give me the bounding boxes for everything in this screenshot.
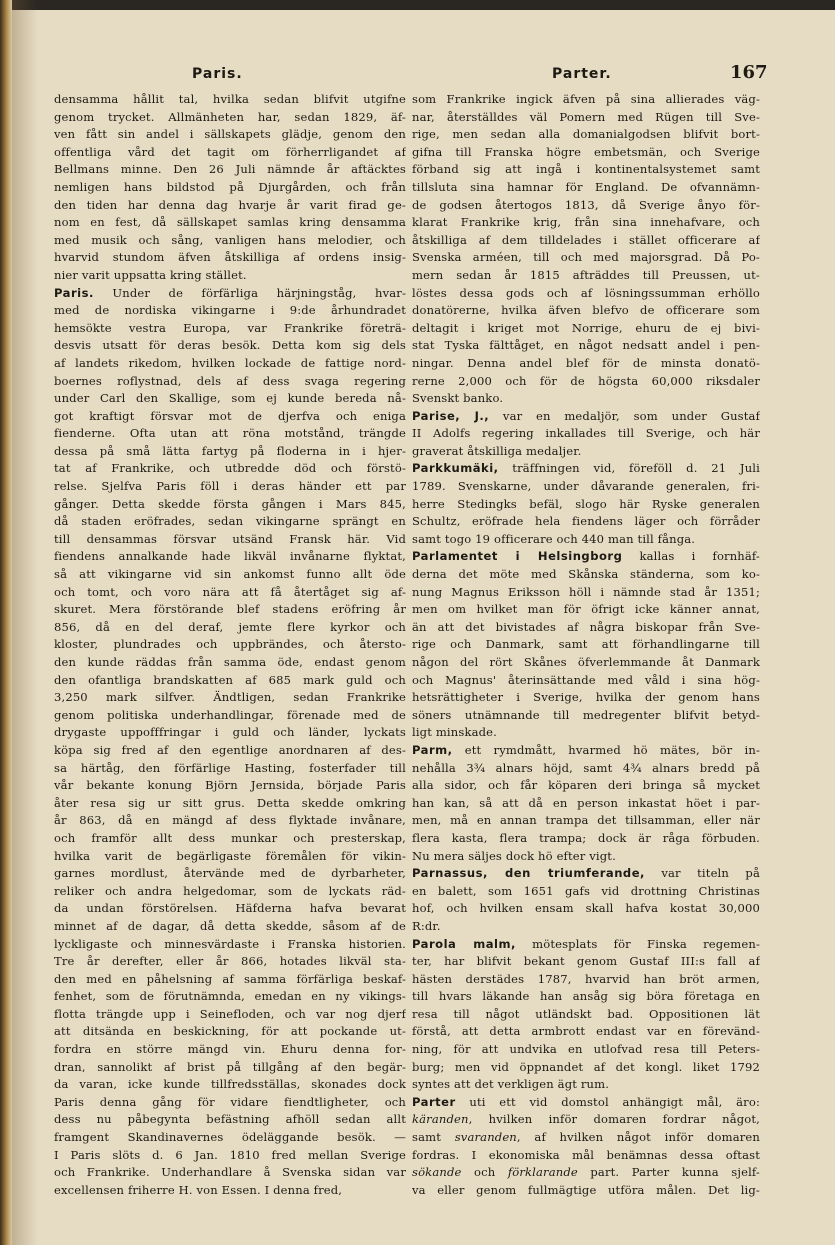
text-line: fiendens annalkande hade likväl invånarne flyktat, bbox=[54, 549, 406, 564]
text-line: gånger. Detta skedde första gången i Mars 845, bbox=[54, 496, 406, 511]
text-line: den kunde räddas från samma öde, endast genom bbox=[54, 655, 406, 669]
running-header bbox=[40, 62, 835, 86]
text-line: rige och Danmark, samt att förhandlingarne till bbox=[412, 637, 760, 652]
text-line: fordra en större mängd vin. Ehuru denna for- bbox=[54, 1042, 406, 1057]
italic-term: käranden bbox=[412, 1112, 469, 1127]
text-line: nemligen hans bildstod på Djurgården, och från bbox=[54, 179, 406, 194]
text-line: som Frankrike ingick äfven på sina allierades väg- bbox=[412, 92, 760, 106]
gutter-shadow bbox=[12, 0, 38, 1245]
text-line: skuret. Mera förstörande blef stadens eröfring år bbox=[54, 602, 406, 617]
text-line: samt togo 19 officerare och 440 man till fånga. bbox=[412, 531, 696, 546]
text-line: hvilka varit de begärligaste föremålen för vikin- bbox=[54, 848, 406, 863]
text-line: ter, har blifvit bekant genom Gustaf III:s fall af bbox=[412, 954, 760, 969]
text-line: 1789. Svenskarne, under dåvarande generalen, fri- bbox=[412, 479, 760, 494]
text-line: boernes roflystnad, dels af dess svaga regering bbox=[54, 373, 406, 388]
text-line: ning, för att undvika en utlofvad resa till Peters- bbox=[412, 1042, 760, 1057]
text-line: framgent Skandinavernes ödeläggande besök. — bbox=[54, 1130, 406, 1145]
text-line: hvarvid stundom äfven åtskilliga af ordens insig- bbox=[54, 250, 406, 265]
text-line: under Carl den Skallige, som ej kunde bereda nå- bbox=[54, 391, 406, 406]
text-line: Paris. Under de förfärliga härjningståg, hvar- bbox=[54, 285, 406, 300]
page-number: 167 bbox=[730, 62, 768, 83]
text-line: år 863, då en mängd af dess flyktade invånare, bbox=[54, 813, 406, 828]
text-line: offentliga vård det tagit om förherrligandet af bbox=[54, 144, 406, 159]
text-line: flera kasta, flera trampa; dock är råga förbuden. bbox=[412, 830, 760, 845]
text-line: så att vikingarne vid sin ankomst funno allt öde bbox=[54, 567, 406, 582]
text-line: Paris denna gång för vidare fiendtligheter, och bbox=[54, 1094, 406, 1109]
entry-headword: Parise, J., bbox=[412, 408, 490, 423]
text-line: ningar. Denna andel blef för de minsta donatö- bbox=[412, 355, 760, 370]
text-line: minnet af de dagar, då detta skedde, såsom af de bbox=[54, 918, 406, 933]
text-line: genom trycket. Allmänheten har, sedan 1829, äf- bbox=[54, 109, 406, 124]
text-line: den med en påhelsning af samma förfärliga beskaf- bbox=[54, 971, 406, 986]
text-line: dess nu påbegynta befästning afhöll sedan allt bbox=[54, 1112, 406, 1127]
text-line: Parise, J., var en medaljör, som under Gustaf bbox=[412, 408, 760, 423]
text-line: densamma hållit tal, hvilka sedan blifvit utgifne bbox=[54, 92, 406, 106]
text-line: R:dr. bbox=[412, 918, 441, 933]
text-line: den ofantliga brandskatten af 685 mark guld och bbox=[54, 672, 406, 687]
text-line: sa härtåg, den förfärlige Hasting, fosterfader till bbox=[54, 760, 406, 775]
text-line: vår bekante konung Björn Jernsida, började Paris bbox=[54, 778, 406, 793]
text-line: II Adolfs regering inkallades till Sverige, och här bbox=[412, 426, 760, 441]
entry-headword: Paris. bbox=[54, 285, 94, 300]
text-line: fordras. I ekonomiska mål benämnas dessa oftast bbox=[412, 1147, 760, 1162]
text-line: tillsluta sina hamnar för England. De ofvannämn- bbox=[412, 179, 760, 194]
text-line: ven fått sin andel i sällskapets glädje, genom den bbox=[54, 127, 406, 142]
text-line: hemsökte vestra Europa, var Frankrike företrä- bbox=[54, 320, 406, 335]
text-line: da varan, icke kunde tillfredsställas, skonades dock bbox=[54, 1077, 406, 1092]
text-line: Parm, ett rymdmått, hvarmed hö mätes, bör in- bbox=[412, 742, 760, 757]
book-page bbox=[40, 0, 835, 1245]
text-line: va eller genom fullmägtige utföra målen. Det lig- bbox=[412, 1182, 760, 1197]
text-line: drygaste uppofffringar i guld och länder, lyckats bbox=[54, 725, 406, 740]
text-line: Nu mera säljes dock hö efter vigt. bbox=[412, 848, 616, 863]
text-line: åtskilliga af dem tilldelades i stället officerare af bbox=[412, 232, 760, 247]
text-line: dran, sannolikt af brist på tillgång af den begär- bbox=[54, 1059, 406, 1074]
text-line: och Frankrike. Underhandlare å Svenska sidan var bbox=[54, 1165, 406, 1180]
text-line: af landets rikedom, hvilken lockade de fattige nord- bbox=[54, 355, 406, 370]
text-line: han kan, så att då en person inkastat höet i par- bbox=[412, 795, 760, 810]
text-line: att ditsända en beskickning, för att pockande ut- bbox=[54, 1024, 406, 1039]
text-line: samt svaranden, af hvilken något inför domaren bbox=[412, 1130, 760, 1145]
text-line: burg; men vid öppnandet af det kongl. liket 1792 bbox=[412, 1059, 760, 1074]
text-column-left bbox=[54, 91, 406, 1199]
text-line: desvis utsatt för deras besök. Detta kom sig dels bbox=[54, 338, 406, 353]
text-line: den tiden har denna dag hvarje år varit firad ge- bbox=[54, 197, 406, 212]
text-line: resa till något utländskt bad. Oppositionen lät bbox=[412, 1006, 760, 1021]
text-line: till hvars läkande han ansåg sig böra företaga en bbox=[412, 989, 760, 1004]
text-line: och tomt, och voro nära att få återtåget sig af- bbox=[54, 584, 406, 599]
text-line: Parola malm, mötesplats för Finska regemen- bbox=[412, 936, 760, 951]
text-line: till densammas försvar utsänd Fransk här. Vid bbox=[54, 531, 406, 546]
text-line: sökande och förklarande part. Parter kunna sjelf- bbox=[412, 1165, 760, 1180]
text-line: Parkkumäki, träffningen vid, föreföll d. 21 Juli bbox=[412, 461, 760, 476]
text-line: nier varit uppsatta kring stället. bbox=[54, 267, 247, 282]
italic-term: sökande bbox=[412, 1165, 462, 1180]
text-line: reliker och andra helgedomar, som de lyckats räd- bbox=[54, 883, 406, 898]
text-line: nehålla 3¾ alnars höjd, samt 4¾ alnars bredd på bbox=[412, 760, 760, 775]
text-line: nar, återställdes väl Pomern med Rügen till Sve- bbox=[412, 109, 760, 124]
text-line: Parnassus, den triumferande, var titeln på bbox=[412, 866, 760, 881]
text-line: Schultz, eröfrade hela fiendens läger och förråder bbox=[412, 514, 760, 529]
italic-term: förklarande bbox=[507, 1165, 578, 1180]
text-column-right bbox=[412, 91, 760, 1199]
entry-headword: Parlamentet i Helsingborg bbox=[412, 549, 623, 564]
text-line: söners utnämnande till medregenter blifvit betyd- bbox=[412, 707, 760, 722]
text-line: 3,250 mark silfver. Ändtligen, sedan Frankrike bbox=[54, 690, 406, 705]
text-line: åter resa sig ur sitt grus. Detta skedde omkring bbox=[54, 795, 406, 810]
text-line: herre Stedingks befäl, slogo här Ryske generalen bbox=[412, 496, 760, 511]
text-line: tat af Frankrike, och utbredde död och förstö- bbox=[54, 461, 406, 476]
text-line: med de nordiska vikingarne i 9:de århundradet bbox=[54, 303, 406, 318]
text-line: och framför allt dess munkar och presterskap, bbox=[54, 830, 406, 845]
text-line: flotta trängde upp i Seinefloden, och var nog djerf bbox=[54, 1006, 406, 1021]
text-line: fienderne. Ofta utan att röna motstånd, trängde bbox=[54, 426, 406, 441]
text-line: Parter uti ett vid domstol anhängigt mål, äro: bbox=[412, 1094, 760, 1109]
text-line: syntes att det verkligen ägt rum. bbox=[412, 1077, 610, 1092]
header-right-keyword: Parter. bbox=[552, 66, 612, 82]
text-line: graverat åtskilliga medaljer. bbox=[412, 443, 582, 458]
text-line: med musik och sång, vanligen hans melodier, och bbox=[54, 232, 406, 247]
text-line: dessa på små lätta fartyg på floderna in i hjer- bbox=[54, 443, 406, 458]
text-line: men, må en annan trampa det tillsamman, eller när bbox=[412, 813, 760, 828]
text-line: garnes mordlust, återvände med de dyrbarheter, bbox=[54, 866, 406, 881]
text-line: Tre år derefter, eller år 866, hotades likväl sta- bbox=[54, 954, 406, 969]
entry-headword: Parm, bbox=[412, 742, 453, 757]
text-line: hästen derstädes 1787, hvarvid han bröt armen, bbox=[412, 971, 760, 986]
text-line: någon del rört Skånes öfverlemmande åt Danmark bbox=[412, 655, 760, 669]
text-line: relse. Sjelfva Paris föll i deras händer ett par bbox=[54, 479, 406, 494]
text-line: rerne 2,000 och för de högsta 60,000 riksdaler bbox=[412, 373, 760, 388]
text-line: hetsrättigheter i Sverige, hvilka der genom hans bbox=[412, 690, 760, 705]
entry-headword: Parola malm, bbox=[412, 936, 516, 951]
text-line: gifna till Franska högre embetsmän, och Sverige bbox=[412, 144, 760, 159]
text-line: got kraftigt försvar mot de djerfva och eniga bbox=[54, 408, 406, 423]
text-line: Svenskt banko. bbox=[412, 391, 504, 406]
text-line: men om hvilket man för öfrigt icke känner annat, bbox=[412, 602, 760, 617]
text-line: kloster, plundrades och uppbrändes, och återsto- bbox=[54, 637, 406, 652]
text-line: excellensen friherre H. von Essen. I denna fred, bbox=[54, 1182, 343, 1197]
text-line: och Magnus' återinsättande med våld i sina hög- bbox=[412, 672, 760, 687]
text-line: köpa sig fred af den egentlige anordnaren af des- bbox=[54, 742, 406, 757]
text-line: rige, men sedan alla domanialgodsen blifvit bort- bbox=[412, 127, 760, 142]
text-line: deltagit i kriget mot Norrige, ehuru de ej bivi- bbox=[412, 320, 760, 335]
text-line: mern sedan år 1815 afträddes till Preussen, ut- bbox=[412, 267, 760, 282]
text-line: klarat Frankrike krig, från sina innehafvare, och bbox=[412, 215, 760, 230]
text-line: ligt minskade. bbox=[412, 725, 497, 740]
text-line: förstå, att detta armbrott endast var en förevänd- bbox=[412, 1024, 760, 1039]
book-gutter bbox=[0, 0, 12, 1245]
entry-headword: Parter bbox=[412, 1094, 456, 1109]
text-line: Parlamentet i Helsingborg kallas i fornhäf- bbox=[412, 549, 760, 564]
text-line: löstes dessa gods och af lösningssumman erhöllo bbox=[412, 285, 760, 300]
text-line: lyckligaste och minnesvärdaste i Franska historien. bbox=[54, 936, 406, 951]
text-line: Svenska arméen, till och med majorsgrad. Då Po- bbox=[412, 250, 760, 265]
text-line: förband sig att ingå i kontinentalsystemet samt bbox=[412, 162, 760, 177]
text-line: än att det bivistades af några biskopar från Sve- bbox=[412, 619, 760, 634]
italic-term: svaranden bbox=[454, 1130, 517, 1145]
text-line: då staden eröfrades, sedan vikingarne sprängt en bbox=[54, 514, 406, 529]
text-line: Bellmans minne. Den 26 Juli nämnde år aftäcktes bbox=[54, 162, 406, 177]
text-line: I Paris slöts d. 6 Jan. 1810 fred mellan Sverige bbox=[54, 1147, 406, 1162]
text-line: genom politiska underhandlingar, förenade med de bbox=[54, 707, 406, 722]
text-line: stat Tyska fälttåget, en något nedsatt andel i pen- bbox=[412, 338, 760, 353]
header-left-keyword: Paris. bbox=[192, 66, 243, 82]
text-line: hof, och hvilken ensam skall hafva kostat 30,000 bbox=[412, 901, 760, 916]
text-line: alla sidor, och får köparen deri bringa så mycket bbox=[412, 778, 760, 793]
text-line: 856, då en del deraf, jemte flere kyrkor och bbox=[54, 619, 406, 634]
text-line: en balett, som 1651 gafs vid drottning Christinas bbox=[412, 883, 760, 898]
text-line: nung Magnus Eriksson höll i nämnde stad år 1351; bbox=[412, 584, 760, 599]
text-line: de godsen återtogos 1813, då Sverige ånyo för- bbox=[412, 197, 760, 212]
text-line: derna det möte med Skånska ständerna, som ko- bbox=[412, 567, 760, 582]
text-line: fenhet, som de förutnämnda, emedan en ny vikings- bbox=[54, 989, 406, 1004]
entry-headword: Parnassus, den triumferande, bbox=[412, 866, 645, 881]
text-line: käranden, hvilken inför domaren fordrar något, bbox=[412, 1112, 760, 1127]
text-line: donatörerne, hvilka äfven blefvo de officerare som bbox=[412, 303, 760, 318]
text-line: nom en fest, då sällskapet samlas kring densamma bbox=[54, 215, 406, 230]
text-line: da undan förstörelsen. Häfderna hafva bevarat bbox=[54, 901, 406, 916]
entry-headword: Parkkumäki, bbox=[412, 461, 499, 476]
